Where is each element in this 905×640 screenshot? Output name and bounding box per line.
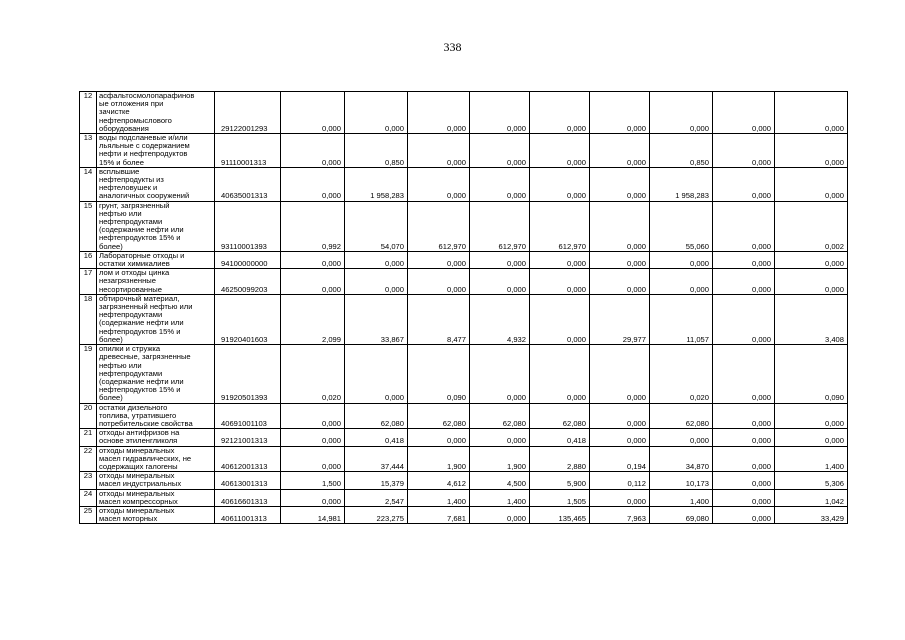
waste-table-body	[80, 92, 848, 524]
row-number-cell: 16	[80, 251, 97, 268]
value-cell: 62,080	[530, 403, 590, 429]
value-cell: 0,000	[345, 92, 408, 134]
value-cell: 14,981	[281, 506, 345, 523]
value-cell: 0,850	[650, 134, 713, 168]
value-cell: 62,080	[345, 403, 408, 429]
waste-name-cell: Лабораторные отходы и остатки химикалиев	[97, 251, 215, 268]
value-cell: 62,080	[408, 403, 470, 429]
value-cell: 0,000	[590, 345, 650, 403]
waste-name-cell: отходы минеральных масел индустриальных	[97, 472, 215, 489]
value-cell: 2,547	[345, 489, 408, 506]
waste-table	[79, 91, 848, 524]
row-number-cell: 24	[80, 489, 97, 506]
value-cell: 0,000	[345, 345, 408, 403]
value-cell: 135,465	[530, 506, 590, 523]
value-cell: 0,000	[530, 345, 590, 403]
value-cell: 1,900	[408, 446, 470, 472]
value-cell: 0,000	[713, 251, 775, 268]
value-cell: 5,306	[775, 472, 848, 489]
table-row	[80, 251, 848, 268]
waste-code-cell: 94100000000	[215, 251, 281, 268]
value-cell: 7,681	[408, 506, 470, 523]
value-cell: 0,000	[590, 92, 650, 134]
waste-code-cell: 91920401603	[215, 294, 281, 344]
value-cell: 1,500	[281, 472, 345, 489]
row-number-cell: 23	[80, 472, 97, 489]
value-cell: 0,000	[650, 251, 713, 268]
waste-code-cell: 91110001313	[215, 134, 281, 168]
value-cell: 0,000	[470, 92, 530, 134]
waste-name-cell: отходы антифризов на основе этиленгликоля	[97, 429, 215, 446]
table-row	[80, 134, 848, 168]
value-cell: 0,000	[530, 92, 590, 134]
row-number-cell: 15	[80, 201, 97, 251]
value-cell: 0,000	[470, 167, 530, 201]
value-cell: 0,000	[408, 251, 470, 268]
value-cell: 0,000	[713, 489, 775, 506]
value-cell: 11,057	[650, 294, 713, 344]
value-cell: 1,400	[408, 489, 470, 506]
table-row	[80, 345, 848, 403]
waste-code-cell: 92121001313	[215, 429, 281, 446]
value-cell: 0,000	[713, 92, 775, 134]
value-cell: 0,000	[713, 429, 775, 446]
value-cell: 0,000	[281, 489, 345, 506]
value-cell: 0,000	[281, 269, 345, 295]
value-cell: 0,090	[775, 345, 848, 403]
value-cell: 37,444	[345, 446, 408, 472]
row-number-cell: 21	[80, 429, 97, 446]
waste-code-cell: 40611001313	[215, 506, 281, 523]
waste-code-cell: 40612001313	[215, 446, 281, 472]
row-number-cell: 12	[80, 92, 97, 134]
value-cell: 0,000	[775, 429, 848, 446]
value-cell: 0,194	[590, 446, 650, 472]
table-row	[80, 92, 848, 134]
value-cell: 0,000	[775, 403, 848, 429]
value-cell: 0,000	[408, 429, 470, 446]
value-cell: 0,020	[281, 345, 345, 403]
waste-name-cell: отходы минеральных масел компрессорных	[97, 489, 215, 506]
row-number-cell: 25	[80, 506, 97, 523]
waste-code-cell: 91920501393	[215, 345, 281, 403]
value-cell: 0,000	[281, 446, 345, 472]
waste-code-cell: 29122001293	[215, 92, 281, 134]
value-cell: 0,000	[590, 251, 650, 268]
waste-name-cell: отходы минеральных масел гидравлических, не содержащих галогены	[97, 446, 215, 472]
waste-code-cell: 40613001313	[215, 472, 281, 489]
value-cell: 4,932	[470, 294, 530, 344]
value-cell: 0,000	[590, 134, 650, 168]
value-cell: 0,000	[590, 403, 650, 429]
value-cell: 0,000	[281, 251, 345, 268]
value-cell: 0,000	[713, 506, 775, 523]
waste-name-cell: обтирочный материал, загрязненный нефтью или нефтепродуктами (содержание нефти или нефтепродуктов 15% и более)	[97, 294, 215, 344]
value-cell: 0,000	[345, 269, 408, 295]
value-cell: 1 958,283	[345, 167, 408, 201]
value-cell: 8,477	[408, 294, 470, 344]
waste-name-cell: асфальтосмолопарафинов ые отложения при зачистке нефтепромыслового оборудования	[97, 92, 215, 134]
value-cell: 0,000	[713, 472, 775, 489]
waste-name-cell: отходы минеральных масел моторных	[97, 506, 215, 523]
waste-name-cell: воды подсланевые и/или льяльные с содержанием нефти и нефтепродуктов 15% и более	[97, 134, 215, 168]
value-cell: 0,000	[713, 201, 775, 251]
row-number-cell: 20	[80, 403, 97, 429]
value-cell: 33,867	[345, 294, 408, 344]
value-cell: 15,379	[345, 472, 408, 489]
value-cell: 0,000	[775, 167, 848, 201]
value-cell: 0,002	[775, 201, 848, 251]
value-cell: 0,000	[713, 403, 775, 429]
value-cell: 2,099	[281, 294, 345, 344]
value-cell: 0,000	[713, 446, 775, 472]
row-number-cell: 13	[80, 134, 97, 168]
table-row	[80, 403, 848, 429]
page-number: 338	[443, 40, 462, 54]
value-cell: 5,900	[530, 472, 590, 489]
value-cell: 223,275	[345, 506, 408, 523]
table-row	[80, 506, 848, 523]
waste-code-cell: 40616601313	[215, 489, 281, 506]
value-cell: 4,612	[408, 472, 470, 489]
value-cell: 0,000	[590, 201, 650, 251]
value-cell: 612,970	[530, 201, 590, 251]
waste-name-cell: грунт, загрязненный нефтью или нефтепродуктами (содержание нефти или нефтепродуктов 15% и более)	[97, 201, 215, 251]
value-cell: 0,000	[713, 167, 775, 201]
waste-name-cell: лом и отходы цинка незагрязненные несортированные	[97, 269, 215, 295]
value-cell: 0,992	[281, 201, 345, 251]
value-cell: 1 958,283	[650, 167, 713, 201]
value-cell: 1,900	[470, 446, 530, 472]
value-cell: 0,418	[530, 429, 590, 446]
value-cell: 62,080	[470, 403, 530, 429]
value-cell: 0,000	[470, 269, 530, 295]
value-cell: 0,000	[650, 429, 713, 446]
value-cell: 34,870	[650, 446, 713, 472]
waste-code-cell: 46250099203	[215, 269, 281, 295]
value-cell: 62,080	[650, 403, 713, 429]
value-cell: 0,000	[408, 269, 470, 295]
table-row	[80, 489, 848, 506]
value-cell: 0,000	[590, 269, 650, 295]
value-cell: 0,000	[530, 251, 590, 268]
value-cell: 29,977	[590, 294, 650, 344]
value-cell: 0,850	[345, 134, 408, 168]
value-cell: 0,000	[470, 429, 530, 446]
value-cell: 0,000	[530, 167, 590, 201]
waste-name-cell: остатки дизельного топлива, утратившего потребительские свойства	[97, 403, 215, 429]
value-cell: 0,000	[775, 134, 848, 168]
table-row	[80, 294, 848, 344]
value-cell: 0,000	[281, 403, 345, 429]
value-cell: 612,970	[470, 201, 530, 251]
value-cell: 612,970	[408, 201, 470, 251]
value-cell: 0,000	[281, 429, 345, 446]
value-cell: 0,000	[775, 92, 848, 134]
value-cell: 0,000	[775, 251, 848, 268]
value-cell: 0,000	[345, 251, 408, 268]
value-cell: 33,429	[775, 506, 848, 523]
table-row	[80, 269, 848, 295]
waste-code-cell: 93110001393	[215, 201, 281, 251]
value-cell: 10,173	[650, 472, 713, 489]
value-cell: 1,505	[530, 489, 590, 506]
value-cell: 0,000	[530, 134, 590, 168]
value-cell: 0,000	[775, 269, 848, 295]
value-cell: 0,000	[470, 345, 530, 403]
value-cell: 0,020	[650, 345, 713, 403]
value-cell: 0,000	[530, 294, 590, 344]
row-number-cell: 19	[80, 345, 97, 403]
value-cell: 55,060	[650, 201, 713, 251]
value-cell: 3,408	[775, 294, 848, 344]
value-cell: 7,963	[590, 506, 650, 523]
value-cell: 0,000	[281, 92, 345, 134]
value-cell: 4,500	[470, 472, 530, 489]
value-cell: 0,000	[713, 294, 775, 344]
row-number-cell: 17	[80, 269, 97, 295]
value-cell: 0,000	[530, 269, 590, 295]
value-cell: 0,000	[470, 506, 530, 523]
value-cell: 0,000	[590, 489, 650, 506]
row-number-cell: 14	[80, 167, 97, 201]
value-cell: 0,000	[470, 134, 530, 168]
waste-code-cell: 40691001103	[215, 403, 281, 429]
value-cell: 0,000	[590, 167, 650, 201]
table-row	[80, 167, 848, 201]
value-cell: 0,000	[281, 134, 345, 168]
value-cell: 1,042	[775, 489, 848, 506]
value-cell: 0,000	[650, 92, 713, 134]
value-cell: 69,080	[650, 506, 713, 523]
table-row	[80, 429, 848, 446]
value-cell: 0,000	[713, 134, 775, 168]
value-cell: 1,400	[470, 489, 530, 506]
table-row	[80, 446, 848, 472]
value-cell: 0,000	[650, 269, 713, 295]
waste-name-cell: опилки и стружка древесные, загрязненные нефтью или нефтепродуктами (содержание нефти или нефтепродуктов 15% и более)	[97, 345, 215, 403]
value-cell: 0,000	[590, 429, 650, 446]
row-number-cell: 22	[80, 446, 97, 472]
table-row	[80, 472, 848, 489]
value-cell: 2,880	[530, 446, 590, 472]
value-cell: 0,112	[590, 472, 650, 489]
value-cell: 0,000	[408, 167, 470, 201]
row-number-cell: 18	[80, 294, 97, 344]
value-cell: 0,000	[281, 167, 345, 201]
value-cell: 1,400	[650, 489, 713, 506]
value-cell: 1,400	[775, 446, 848, 472]
value-cell: 0,000	[408, 134, 470, 168]
waste-code-cell: 40635001313	[215, 167, 281, 201]
table-row	[80, 201, 848, 251]
value-cell: 0,000	[470, 251, 530, 268]
value-cell: 54,070	[345, 201, 408, 251]
value-cell: 0,090	[408, 345, 470, 403]
value-cell: 0,000	[408, 92, 470, 134]
value-cell: 0,000	[713, 345, 775, 403]
waste-name-cell: всплывшие нефтепродукты из нефтеловушек и аналогичных сооружений	[97, 167, 215, 201]
value-cell: 0,418	[345, 429, 408, 446]
value-cell: 0,000	[713, 269, 775, 295]
